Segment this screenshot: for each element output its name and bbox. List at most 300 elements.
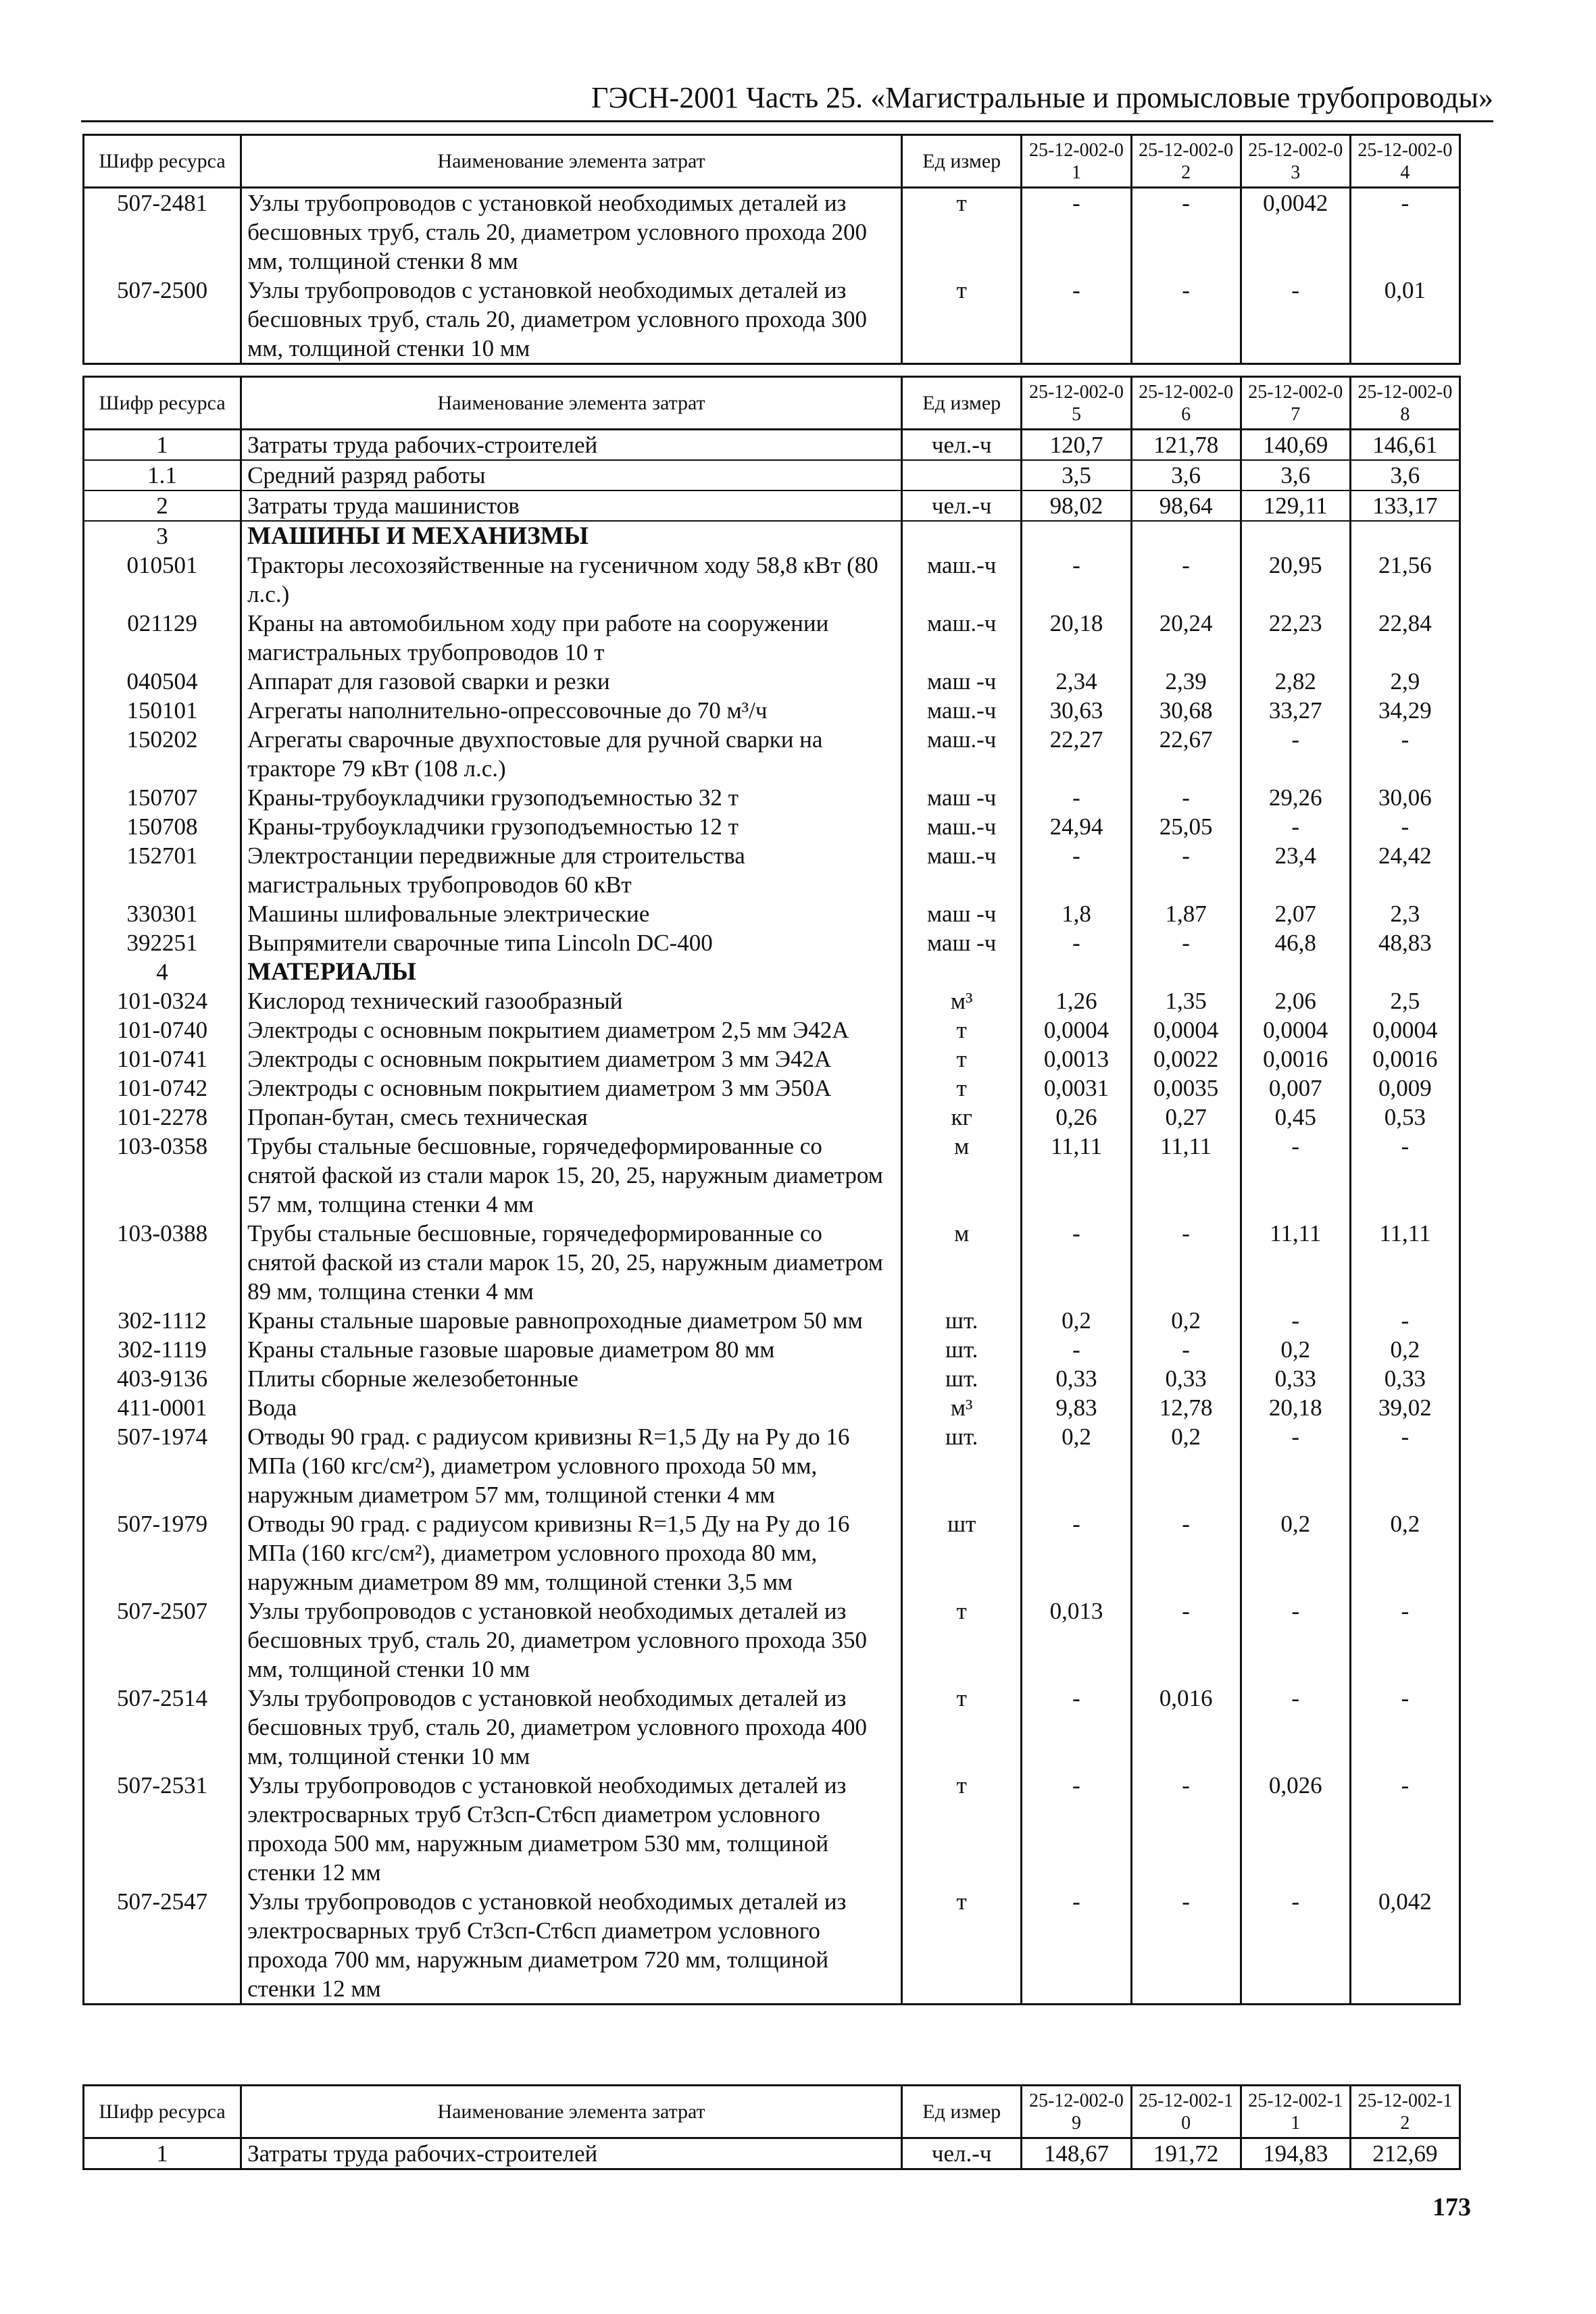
cell-v1: 20,18 xyxy=(1022,609,1131,667)
cell-code: 152701 xyxy=(84,841,241,899)
cell-v4: 0,009 xyxy=(1350,1074,1460,1103)
resource-table-2 xyxy=(82,376,1461,2005)
cell-v2: 20,24 xyxy=(1131,609,1241,667)
cell-v3: 2,82 xyxy=(1241,667,1350,696)
cell-v1: 0,2 xyxy=(1022,1422,1131,1509)
cell-name: Узлы трубопроводов с установкой необходимых деталей из бесшовных труб, сталь 20, диаметром условного прохода 300 мм, толщиной стенки 10 мм xyxy=(241,276,902,364)
table-row xyxy=(84,188,1460,276)
cell-v4: 146,61 xyxy=(1350,430,1460,461)
table-row xyxy=(84,1771,1460,1887)
column-header-v1: 25-12-002-05 xyxy=(1022,377,1131,430)
cell-v3: - xyxy=(1241,1422,1350,1509)
cell-v4: 2,5 xyxy=(1350,986,1460,1015)
cell-unit: чел.-ч xyxy=(902,430,1022,461)
cell-unit: шт xyxy=(902,1509,1022,1596)
table-row xyxy=(84,430,1460,461)
column-header-unit: Ед измер xyxy=(902,135,1022,188)
cell-unit: чел.-ч xyxy=(902,2138,1022,2169)
cell-v3: 194,83 xyxy=(1241,2138,1350,2169)
cell-unit: маш.-ч xyxy=(902,725,1022,783)
cell-v2: - xyxy=(1131,928,1241,957)
table-row xyxy=(84,1074,1460,1103)
column-header-name: Наименование элемента затрат xyxy=(241,135,902,188)
cell-v1: - xyxy=(1022,783,1131,812)
cell-code: 507-1974 xyxy=(84,1422,241,1509)
cell-unit: маш -ч xyxy=(902,783,1022,812)
cell-code: 1 xyxy=(84,2138,241,2169)
cell-v2: 0,016 xyxy=(1131,1684,1241,1771)
cell-name: Затраты труда рабочих-строителей xyxy=(241,2138,902,2169)
cell-v3: 33,27 xyxy=(1241,696,1350,725)
cell-v3: 0,33 xyxy=(1241,1364,1350,1393)
cell-v4: 34,29 xyxy=(1350,696,1460,725)
cell-code: 507-2500 xyxy=(84,276,241,364)
running-header-title: ГЭСН-2001 Часть 25. «Магистральные и промысловые трубопроводы» xyxy=(591,81,1493,114)
cell-v3: 0,0042 xyxy=(1241,188,1350,276)
cell-name: Узлы трубопроводов с установкой необходимых деталей из бесшовных труб, сталь 20, диаметром условного прохода 400 мм, толщиной стенки 10 мм xyxy=(241,1684,902,1771)
cell-name: Вода xyxy=(241,1393,902,1422)
cell-v4: 2,9 xyxy=(1350,667,1460,696)
cell-v4: - xyxy=(1350,1684,1460,1771)
cell-code: 403-9136 xyxy=(84,1364,241,1393)
table-row xyxy=(84,696,1460,725)
cell-v4: 0,01 xyxy=(1350,276,1460,364)
table-row xyxy=(84,1596,1460,1684)
cell-v4: 0,2 xyxy=(1350,1509,1460,1596)
cell-code: 507-2514 xyxy=(84,1684,241,1771)
cell-unit: м³ xyxy=(902,986,1022,1015)
cell-v2 xyxy=(1131,521,1241,551)
cell-v2: - xyxy=(1131,783,1241,812)
cell-v3: - xyxy=(1241,725,1350,783)
column-header-v1: 25-12-002-01 xyxy=(1022,135,1131,188)
cell-v1: - xyxy=(1022,1887,1131,2005)
cell-v1: - xyxy=(1022,1684,1131,1771)
cell-v3 xyxy=(1241,521,1350,551)
cell-v1: 98,02 xyxy=(1022,491,1131,521)
cell-name: Электроды с основным покрытием диаметром 3 мм Э50А xyxy=(241,1074,902,1103)
cell-unit: шт. xyxy=(902,1306,1022,1335)
table-row xyxy=(84,1887,1460,2005)
cell-name: Аппарат для газовой сварки и резки xyxy=(241,667,902,696)
cell-name: Трубы стальные бесшовные, горячедеформированные со снятой фаской из стали марок 15, 20, 25, наружным диаметром 57 мм, толщина стенки 4 мм xyxy=(241,1132,902,1219)
cell-v1: 148,67 xyxy=(1022,2138,1131,2169)
cell-v4 xyxy=(1350,957,1460,986)
cell-v4: - xyxy=(1350,1132,1460,1219)
column-header-code: Шифр ресурса xyxy=(84,135,241,188)
cell-v4: - xyxy=(1350,188,1460,276)
cell-v4: - xyxy=(1350,725,1460,783)
page-number: 173 xyxy=(1432,2193,1471,2221)
cell-code: 507-2481 xyxy=(84,188,241,276)
cell-unit: т xyxy=(902,1771,1022,1887)
cell-v3: 0,2 xyxy=(1241,1335,1350,1364)
cell-v2: - xyxy=(1131,188,1241,276)
cell-v2: 12,78 xyxy=(1131,1393,1241,1422)
cell-v3: - xyxy=(1241,812,1350,841)
cell-v2: 0,0035 xyxy=(1131,1074,1241,1103)
cell-name: Отводы 90 град. с радиусом кривизны R=1,5 Ду на Ру до 16 МПа (160 кгс/см²), диаметром условного прохода 50 мм, наружным диаметром 57 мм, толщиной стенки 4 мм xyxy=(241,1422,902,1509)
cell-name: Электроды с основным покрытием диаметром 2,5 мм Э42А xyxy=(241,1015,902,1045)
cell-code: 103-0388 xyxy=(84,1219,241,1306)
cell-v1: - xyxy=(1022,1771,1131,1887)
cell-v3: 3,6 xyxy=(1241,460,1350,491)
cell-v2: - xyxy=(1131,1596,1241,1684)
column-header-v3: 25-12-002-07 xyxy=(1241,377,1350,430)
cell-v3: - xyxy=(1241,1132,1350,1219)
cell-v2: 22,67 xyxy=(1131,725,1241,783)
running-header xyxy=(81,76,1493,122)
cell-unit: м xyxy=(902,1132,1022,1219)
cell-v4: 48,83 xyxy=(1350,928,1460,957)
table-header-row xyxy=(84,377,1460,430)
cell-name: Краны стальные газовые шаровые диаметром 80 мм xyxy=(241,1335,902,1364)
table-row xyxy=(84,491,1460,521)
cell-name: Отводы 90 град. с радиусом кривизны R=1,5 Ду на Ру до 16 МПа (160 кгс/см²), диаметром условного прохода 80 мм, наружным диаметром 89 мм, толщиной стенки 3,5 мм xyxy=(241,1509,902,1596)
cell-v3: 140,69 xyxy=(1241,430,1350,461)
cell-v1: - xyxy=(1022,276,1131,364)
cell-unit: шт. xyxy=(902,1422,1022,1509)
cell-code: 507-2547 xyxy=(84,1887,241,2005)
cell-v1: 0,013 xyxy=(1022,1596,1131,1684)
column-header-unit: Ед измер xyxy=(902,2086,1022,2138)
table-row xyxy=(84,899,1460,928)
column-header-unit: Ед измер xyxy=(902,377,1022,430)
cell-v2: 121,78 xyxy=(1131,430,1241,461)
cell-v2: 25,05 xyxy=(1131,812,1241,841)
cell-code: 330301 xyxy=(84,899,241,928)
column-header-v2: 25-12-002-02 xyxy=(1131,135,1241,188)
cell-v2: 0,2 xyxy=(1131,1306,1241,1335)
table-row xyxy=(84,1335,1460,1364)
table-row xyxy=(84,609,1460,667)
table-row xyxy=(84,841,1460,899)
cell-v1: - xyxy=(1022,928,1131,957)
cell-name: Электроды с основным покрытием диаметром 3 мм Э42А xyxy=(241,1045,902,1074)
column-header-v2: 25-12-002-06 xyxy=(1131,377,1241,430)
cell-v4: 11,11 xyxy=(1350,1219,1460,1306)
cell-code: 4 xyxy=(84,957,241,986)
cell-name: Машины шлифовальные электрические xyxy=(241,899,902,928)
cell-name: Краны на автомобильном ходу при работе на сооружении магистральных трубопроводов 10 т xyxy=(241,609,902,667)
cell-v2: 1,35 xyxy=(1131,986,1241,1015)
cell-v3: 29,26 xyxy=(1241,783,1350,812)
cell-name: Электростанции передвижные для строительства магистральных трубопроводов 60 кВт xyxy=(241,841,902,899)
cell-code: 150101 xyxy=(84,696,241,725)
cell-v1: 24,94 xyxy=(1022,812,1131,841)
cell-unit: т xyxy=(902,276,1022,364)
cell-v4: - xyxy=(1350,1306,1460,1335)
cell-v2 xyxy=(1131,957,1241,986)
cell-code: 302-1119 xyxy=(84,1335,241,1364)
cell-code: 150202 xyxy=(84,725,241,783)
cell-name: Трубы стальные бесшовные, горячедеформированные со снятой фаской из стали марок 15, 20, 25, наружным диаметром 89 мм, толщина стенки 4 мм xyxy=(241,1219,902,1306)
cell-unit: кг xyxy=(902,1103,1022,1132)
cell-v2: 1,87 xyxy=(1131,899,1241,928)
cell-name: Затраты труда рабочих-строителей xyxy=(241,430,902,461)
cell-v4: 24,42 xyxy=(1350,841,1460,899)
cell-v1: 30,63 xyxy=(1022,696,1131,725)
cell-v3: - xyxy=(1241,1684,1350,1771)
cell-v4: 0,0016 xyxy=(1350,1045,1460,1074)
cell-v2: - xyxy=(1131,276,1241,364)
cell-v4: - xyxy=(1350,812,1460,841)
cell-code: 3 xyxy=(84,521,241,551)
table-row xyxy=(84,1015,1460,1045)
cell-v4: 133,17 xyxy=(1350,491,1460,521)
cell-name: Узлы трубопроводов с установкой необходимых деталей из бесшовных труб, сталь 20, диаметром условного прохода 350 мм, толщиной стенки 10 мм xyxy=(241,1596,902,1684)
table-row xyxy=(84,928,1460,957)
cell-v3: 0,0016 xyxy=(1241,1045,1350,1074)
cell-unit: маш -ч xyxy=(902,928,1022,957)
column-header-v1: 25-12-002-09 xyxy=(1022,2086,1131,2138)
cell-code: 103-0358 xyxy=(84,1132,241,1219)
cell-code: 507-2531 xyxy=(84,1771,241,1887)
cell-v3: - xyxy=(1241,1596,1350,1684)
cell-v4: 0,0004 xyxy=(1350,1015,1460,1045)
cell-v1: - xyxy=(1022,551,1131,609)
cell-v1: 2,34 xyxy=(1022,667,1131,696)
cell-v1 xyxy=(1022,957,1131,986)
column-header-v4: 25-12-002-12 xyxy=(1350,2086,1460,2138)
cell-v1: 3,5 xyxy=(1022,460,1131,491)
cell-v4: 39,02 xyxy=(1350,1393,1460,1422)
cell-v2: 98,64 xyxy=(1131,491,1241,521)
cell-name: Узлы трубопроводов с установкой необходимых деталей из электросварных труб Ст3сп-Ст6сп диаметром условного прохода 500 мм, наружным диаметром 530 мм, толщиной стенки 12 мм xyxy=(241,1771,902,1887)
cell-unit: т xyxy=(902,188,1022,276)
table-row xyxy=(84,1103,1460,1132)
cell-v2: - xyxy=(1131,1219,1241,1306)
cell-v3 xyxy=(1241,957,1350,986)
cell-unit xyxy=(902,521,1022,551)
cell-v3: 0,0004 xyxy=(1241,1015,1350,1045)
cell-v4: 2,3 xyxy=(1350,899,1460,928)
cell-code: 101-0324 xyxy=(84,986,241,1015)
cell-code: 021129 xyxy=(84,609,241,667)
cell-name: Затраты труда машинистов xyxy=(241,491,902,521)
cell-v3: - xyxy=(1241,1306,1350,1335)
cell-v3: 11,11 xyxy=(1241,1219,1350,1306)
cell-name: Кислород технический газообразный xyxy=(241,986,902,1015)
cell-v3: 0,2 xyxy=(1241,1509,1350,1596)
cell-v3: 0,007 xyxy=(1241,1074,1350,1103)
cell-unit: т xyxy=(902,1074,1022,1103)
cell-code: 040504 xyxy=(84,667,241,696)
cell-v4: 0,33 xyxy=(1350,1364,1460,1393)
cell-code: 1 xyxy=(84,430,241,461)
cell-unit: м³ xyxy=(902,1393,1022,1422)
cell-v2: 191,72 xyxy=(1131,2138,1241,2169)
cell-v4: 0,53 xyxy=(1350,1103,1460,1132)
cell-name: Краны стальные шаровые равнопроходные диаметром 50 мм xyxy=(241,1306,902,1335)
cell-v3: 2,07 xyxy=(1241,899,1350,928)
table-row xyxy=(84,1364,1460,1393)
cell-name: Выпрямители сварочные типа Lincoln DC-400 xyxy=(241,928,902,957)
table-row xyxy=(84,1684,1460,1771)
table-row xyxy=(84,1422,1460,1509)
cell-v1: 120,7 xyxy=(1022,430,1131,461)
cell-code: 507-2507 xyxy=(84,1596,241,1684)
cell-name: Узлы трубопроводов с установкой необходимых деталей из бесшовных труб, сталь 20, диаметром условного прохода 200 мм, толщиной стенки 8 мм xyxy=(241,188,902,276)
column-header-v3: 25-12-002-03 xyxy=(1241,135,1350,188)
table-row xyxy=(84,1219,1460,1306)
cell-name: Пропан-бутан, смесь техническая xyxy=(241,1103,902,1132)
cell-v1: 0,0004 xyxy=(1022,1015,1131,1045)
cell-v2: - xyxy=(1131,551,1241,609)
table-row xyxy=(84,1132,1460,1219)
table-row xyxy=(84,1509,1460,1596)
cell-v2: 2,39 xyxy=(1131,667,1241,696)
table-row xyxy=(84,460,1460,491)
cell-unit: чел.-ч xyxy=(902,491,1022,521)
cell-v3: 20,18 xyxy=(1241,1393,1350,1422)
cell-code: 010501 xyxy=(84,551,241,609)
cell-code: 150707 xyxy=(84,783,241,812)
cell-code: 150708 xyxy=(84,812,241,841)
cell-code: 392251 xyxy=(84,928,241,957)
cell-name: Краны-трубоукладчики грузоподъемностью 12 т xyxy=(241,812,902,841)
cell-name: Плиты сборные железобетонные xyxy=(241,1364,902,1393)
cell-code: 507-1979 xyxy=(84,1509,241,1596)
cell-code: 101-0741 xyxy=(84,1045,241,1074)
cell-unit: маш.-ч xyxy=(902,841,1022,899)
cell-v4 xyxy=(1350,521,1460,551)
table-row xyxy=(84,1306,1460,1335)
cell-v3: 0,026 xyxy=(1241,1771,1350,1887)
cell-v3: 2,06 xyxy=(1241,986,1350,1015)
column-header-v4: 25-12-002-08 xyxy=(1350,377,1460,430)
column-header-v4: 25-12-002-04 xyxy=(1350,135,1460,188)
cell-name: МАТЕРИАЛЫ xyxy=(241,957,902,986)
cell-v3: 129,11 xyxy=(1241,491,1350,521)
cell-v4: 22,84 xyxy=(1350,609,1460,667)
cell-unit: т xyxy=(902,1015,1022,1045)
table-row xyxy=(84,2138,1460,2169)
cell-v2: 30,68 xyxy=(1131,696,1241,725)
cell-v2: - xyxy=(1131,1887,1241,2005)
cell-unit: шт. xyxy=(902,1364,1022,1393)
cell-v3: 22,23 xyxy=(1241,609,1350,667)
cell-v1: 0,33 xyxy=(1022,1364,1131,1393)
cell-v3: - xyxy=(1241,1887,1350,2005)
cell-v1: - xyxy=(1022,1219,1131,1306)
table-header-row xyxy=(84,135,1460,188)
cell-code: 101-0740 xyxy=(84,1015,241,1045)
column-header-v3: 25-12-002-11 xyxy=(1241,2086,1350,2138)
cell-unit: шт. xyxy=(902,1335,1022,1364)
cell-v3: - xyxy=(1241,276,1350,364)
cell-name: Узлы трубопроводов с установкой необходимых деталей из электросварных труб Ст3сп-Ст6сп диаметром условного прохода 700 мм, наружным диаметром 720 мм, толщиной стенки 12 мм xyxy=(241,1887,902,2005)
cell-unit: м xyxy=(902,1219,1022,1306)
cell-unit: маш.-ч xyxy=(902,696,1022,725)
cell-name: Агрегаты сварочные двухпостовые для ручной сварки на тракторе 79 кВт (108 л.с.) xyxy=(241,725,902,783)
cell-v1: 1,8 xyxy=(1022,899,1131,928)
cell-v2: 0,27 xyxy=(1131,1103,1241,1132)
table-row xyxy=(84,276,1460,364)
table-row xyxy=(84,783,1460,812)
column-header-name: Наименование элемента затрат xyxy=(241,377,902,430)
cell-unit xyxy=(902,460,1022,491)
cell-unit xyxy=(902,957,1022,986)
cell-v4: 212,69 xyxy=(1350,2138,1460,2169)
cell-unit: маш -ч xyxy=(902,899,1022,928)
column-header-name: Наименование элемента затрат xyxy=(241,2086,902,2138)
cell-code: 101-2278 xyxy=(84,1103,241,1132)
section-heading-row xyxy=(84,521,1460,551)
cell-v1: 1,26 xyxy=(1022,986,1131,1015)
cell-v1: - xyxy=(1022,1335,1131,1364)
cell-code: 1.1 xyxy=(84,460,241,491)
cell-v1: 0,2 xyxy=(1022,1306,1131,1335)
cell-v2: 11,11 xyxy=(1131,1132,1241,1219)
cell-v1: 0,0013 xyxy=(1022,1045,1131,1074)
column-header-v2: 25-12-002-10 xyxy=(1131,2086,1241,2138)
column-header-code: Шифр ресурса xyxy=(84,2086,241,2138)
cell-unit: т xyxy=(902,1596,1022,1684)
cell-v4: - xyxy=(1350,1422,1460,1509)
resource-table-1 xyxy=(82,134,1461,365)
cell-unit: маш.-ч xyxy=(902,812,1022,841)
cell-v2: - xyxy=(1131,1509,1241,1596)
section-heading-row xyxy=(84,957,1460,986)
cell-v4: - xyxy=(1350,1771,1460,1887)
column-header-code: Шифр ресурса xyxy=(84,377,241,430)
cell-v1: - xyxy=(1022,841,1131,899)
cell-v1: 11,11 xyxy=(1022,1132,1131,1219)
cell-unit: т xyxy=(902,1045,1022,1074)
cell-v1: 0,0031 xyxy=(1022,1074,1131,1103)
table-row xyxy=(84,986,1460,1015)
cell-name: Агрегаты наполнительно-опрессовочные до 70 м³/ч xyxy=(241,696,902,725)
cell-v1: 9,83 xyxy=(1022,1393,1131,1422)
table-header-row xyxy=(84,2086,1460,2138)
cell-v2: 0,0022 xyxy=(1131,1045,1241,1074)
cell-unit: маш.-ч xyxy=(902,551,1022,609)
cell-v4: - xyxy=(1350,1596,1460,1684)
cell-name: Тракторы лесохозяйственные на гусеничном ходу 58,8 кВт (80 л.с.) xyxy=(241,551,902,609)
cell-v4: 0,2 xyxy=(1350,1335,1460,1364)
cell-v1: - xyxy=(1022,1509,1131,1596)
resource-table-3 xyxy=(82,2084,1461,2170)
cell-v2: - xyxy=(1131,841,1241,899)
cell-v2: 3,6 xyxy=(1131,460,1241,491)
cell-v1 xyxy=(1022,521,1131,551)
cell-v2: 0,33 xyxy=(1131,1364,1241,1393)
cell-v3: 23,4 xyxy=(1241,841,1350,899)
cell-v4: 21,56 xyxy=(1350,551,1460,609)
cell-unit: т xyxy=(902,1887,1022,2005)
cell-name: Краны-трубоукладчики грузоподъемностью 32 т xyxy=(241,783,902,812)
cell-unit: т xyxy=(902,1684,1022,1771)
cell-v3: 46,8 xyxy=(1241,928,1350,957)
table-row xyxy=(84,812,1460,841)
cell-v1: 0,26 xyxy=(1022,1103,1131,1132)
cell-v3: 20,95 xyxy=(1241,551,1350,609)
table-row xyxy=(84,667,1460,696)
cell-v2: 0,0004 xyxy=(1131,1015,1241,1045)
cell-v1: - xyxy=(1022,188,1131,276)
table-row xyxy=(84,1045,1460,1074)
table-row xyxy=(84,551,1460,609)
cell-v2: 0,2 xyxy=(1131,1422,1241,1509)
table-row xyxy=(84,725,1460,783)
cell-v4: 0,042 xyxy=(1350,1887,1460,2005)
cell-unit: маш -ч xyxy=(902,667,1022,696)
cell-code: 2 xyxy=(84,491,241,521)
cell-name: Средний разряд работы xyxy=(241,460,902,491)
cell-v1: 22,27 xyxy=(1022,725,1131,783)
cell-v2: - xyxy=(1131,1771,1241,1887)
